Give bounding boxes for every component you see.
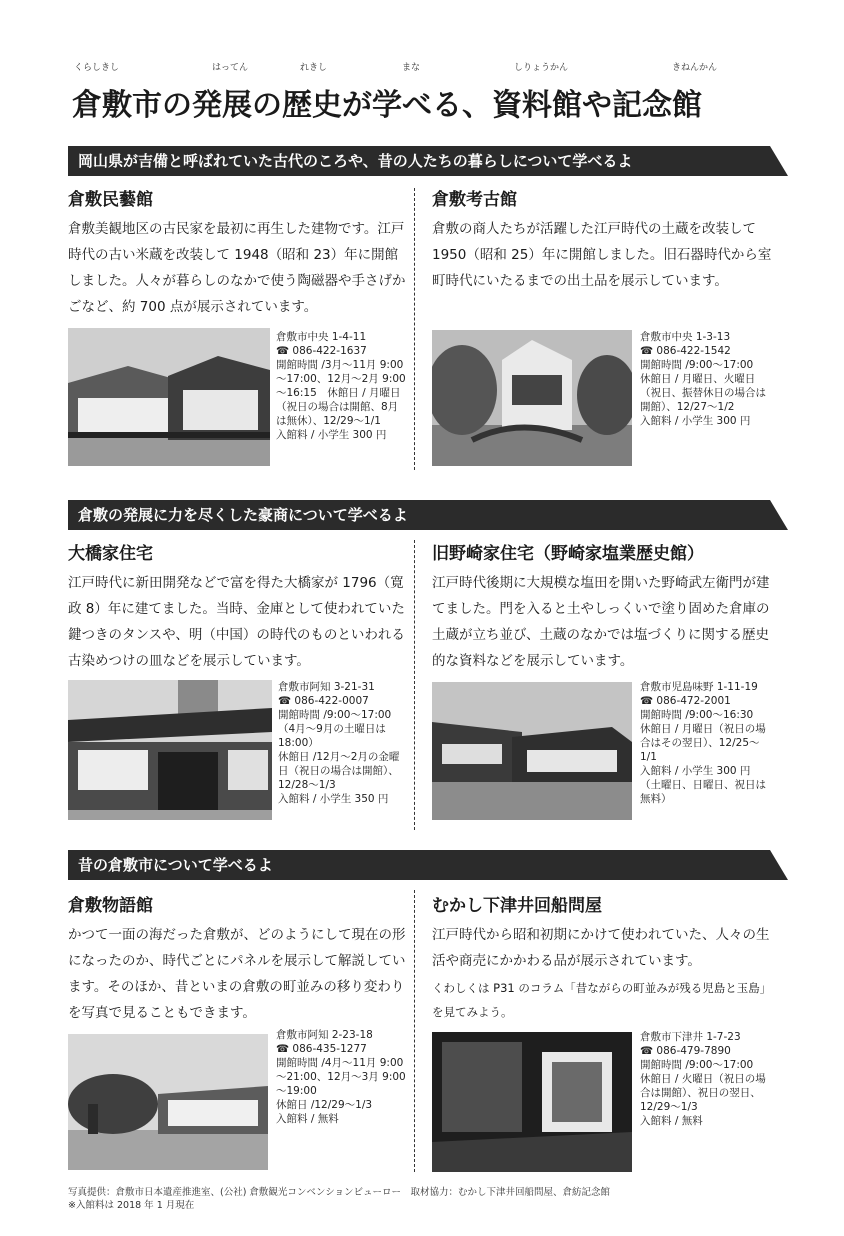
museum-photo <box>432 1032 632 1172</box>
info-line: 入館料 / 無料 <box>640 1115 703 1127</box>
ruby-text: れきし <box>300 63 328 73</box>
info-line: 休館日 /12/29～1/3 <box>276 1099 373 1111</box>
info-line: 開館時間 /3月～11月 9:00～17:00、12月～2月 9:00～16:15 休館日 / 月曜日（祝日の場合は開館、8月は無休）、12/29～1/1 <box>276 359 406 427</box>
museum-info <box>276 330 406 442</box>
ruby-text: しりょうかん <box>514 63 569 73</box>
column-divider <box>414 540 415 830</box>
info-line: ☎ 086-422-1637 <box>276 345 367 357</box>
ruby-text: まな <box>402 63 421 73</box>
museum-description: 江戸時代に新田開発などで富を得た大橋家が 1796（寛政 8）年に建てました。当時、金庫として使われていた鍵つきのタンスや、明（中国）の時代のものといわれる古染めつけの皿などを展示しています。 <box>68 575 405 669</box>
info-line: 休館日 / 月曜日、火曜日（祝日、振替休日の場合は開館）、12/27～1/2 <box>640 373 766 413</box>
info-line: ☎ 086-422-1542 <box>640 345 731 357</box>
museum-description: 倉敷美観地区の古民家を最初に再生した建物です。江戸時代の古い米蔵を改装して 1948（昭和 23）年に開館しました。人々が暮らしのなかで使う陶磁器や手さげかごなど、約 700 点が展示されています。 <box>68 221 406 315</box>
info-line: 倉敷市中央 1-4-11 <box>276 331 367 343</box>
museum-description: 江戸時代から昭和初期にかけて使われていた、人々の生活や商売にかかわる品が展示されています。 <box>432 927 770 969</box>
museum-photo <box>68 1034 268 1170</box>
page-footer <box>68 1186 610 1212</box>
museum-card <box>432 894 772 1024</box>
info-line: 倉敷市阿知 3-21-31 <box>278 681 375 693</box>
ruby-text: はってん <box>212 63 249 73</box>
info-line: 倉敷市阿知 2-23-18 <box>276 1029 373 1041</box>
museum-card <box>68 188 408 320</box>
info-line: 開館時間 /9:00～17:00（4月～9月の土曜日は 18:00） <box>278 709 392 749</box>
info-line: 開館時間 /9:00～17:00 <box>640 1059 754 1071</box>
info-line: 休館日 / 月曜日（祝日の場合はその翌日）、12/25～1/1 <box>640 723 766 763</box>
info-line: 休館日 /12月～2月の金曜日（祝日の場合は開館）、12/28～1/3 <box>278 751 400 791</box>
page-title: 倉敷市の発展の歴史が学べる、資料館や記念館 <box>72 88 702 123</box>
museum-card <box>68 542 408 674</box>
museum-photo <box>68 328 270 466</box>
section-heading: 岡山県が吉備と呼ばれていた古代のころや、昔の人たちの暮らしについて学べるよ <box>68 146 788 176</box>
museum-info <box>640 330 770 428</box>
info-line: 倉敷市下津井 1-7-23 <box>640 1031 741 1043</box>
museum-name: 倉敷物語館 <box>68 896 153 916</box>
info-line: 倉敷市中央 1-3-13 <box>640 331 731 343</box>
info-line: 開館時間 /9:00～16:30 <box>640 709 754 721</box>
museum-photo <box>68 680 272 820</box>
info-line: 休館日 / 火曜日（祝日の場合は開館）、祝日の翌日、12/29～1/3 <box>640 1073 766 1113</box>
info-line: 入館料 / 小学生 300 円 <box>640 415 751 427</box>
museum-info <box>640 680 770 806</box>
info-line: 入館料 / 小学生 300 円（土曜日、日曜日、祝日は無料） <box>640 765 766 805</box>
museum-info <box>278 680 406 806</box>
info-line: 入館料 / 小学生 300 円 <box>276 429 387 441</box>
ruby-text: きねんかん <box>672 63 718 73</box>
info-line: ☎ 086-435-1277 <box>276 1043 367 1055</box>
museum-photo <box>432 682 632 820</box>
info-line: ☎ 086-422-0007 <box>278 695 369 707</box>
ruby-text: くらしきし <box>74 63 120 73</box>
museum-name: 倉敷民藝館 <box>68 190 153 210</box>
info-line: ☎ 086-472-2001 <box>640 695 731 707</box>
photo-credit: 写真提供：倉敷市日本遺産推進室、(公社) 倉敷観光コンベンションビューロー 取材協力：むかし下津井回船問屋、倉紡記念館 <box>68 1187 611 1198</box>
column-divider <box>414 890 415 1172</box>
info-line: ☎ 086-479-7890 <box>640 1045 731 1057</box>
museum-description: かつて一面の海だった倉敷が、どのようにして現在の形になったのか、時代ごとにパネルを展示して解説しています。そのほか、昔といまの倉敷の町並みの移り変わりを写真で見ることもできます。 <box>68 927 406 1021</box>
info-line: 入館料 / 無料 <box>276 1113 339 1125</box>
fee-note: ※入館料は 2018 年 1 月現在 <box>68 1200 195 1211</box>
museum-name: むかし下津井回船問屋 <box>432 896 602 916</box>
museum-name: 旧野崎家住宅（野崎家塩業歴史館） <box>432 544 704 564</box>
info-line: 倉敷市児島味野 1-11-19 <box>640 681 758 693</box>
info-line: 開館時間 /4月～11月 9:00～21:00、12月～3月 9:00～19:00 <box>276 1057 406 1097</box>
museum-note: くわしくは P31 のコラム「昔ながらの町並みが残る児島と玉島」を見てみよう。 <box>432 981 772 1019</box>
museum-photo <box>432 330 632 466</box>
museum-description: 江戸時代後期に大規模な塩田を開いた野崎武左衛門が建てました。門を入ると土やしっくいで塗り固めた倉庫の土蔵が立ち並び、土蔵のなかでは塩づくりに関する歴史的な資料などを展示しています。 <box>432 575 770 669</box>
museum-name: 大橋家住宅 <box>68 544 153 564</box>
museum-card <box>432 542 772 674</box>
museum-card <box>68 894 408 1026</box>
section-heading: 昔の倉敷市について学べるよ <box>68 850 788 880</box>
museum-description: 倉敷の商人たちが活躍した江戸時代の土蔵を改装して 1950（昭和 25）年に開館しました。旧石器時代から室町時代にいたるまでの出土品を展示しています。 <box>432 221 772 289</box>
museum-card <box>432 188 772 320</box>
info-line: 開館時間 /9:00～17:00 <box>640 359 754 371</box>
info-line: 入館料 / 小学生 350 円 <box>278 793 389 805</box>
title-ruby <box>72 60 772 74</box>
section-heading: 倉敷の発展に力を尽くした豪商について学べるよ <box>68 500 788 530</box>
museum-info <box>276 1028 406 1126</box>
column-divider <box>414 188 415 470</box>
museum-info <box>640 1030 770 1128</box>
museum-name: 倉敷考古館 <box>432 190 517 210</box>
